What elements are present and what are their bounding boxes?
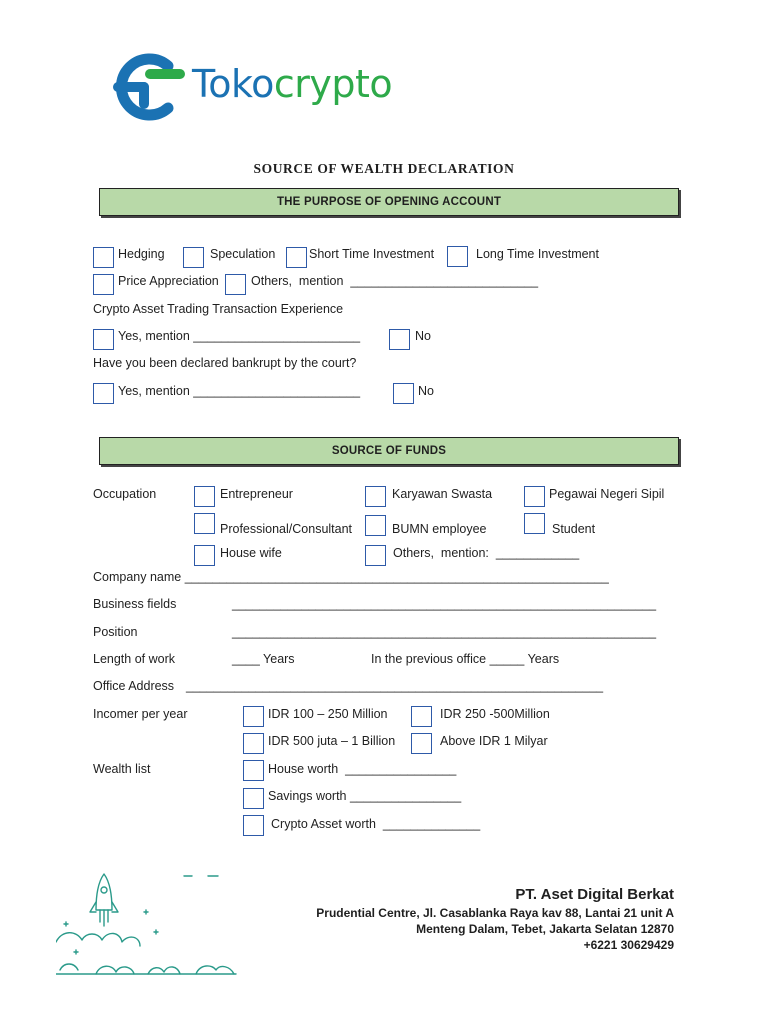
label-bankrupt-no: No <box>418 384 434 398</box>
label-price-appreciation: Price Appreciation <box>118 274 219 288</box>
label-short-time-investment: Short Time Investment <box>309 247 435 261</box>
label-income-100-250: IDR 100 – 250 Million <box>268 707 388 721</box>
footer-phone: +6221 30629429 <box>583 938 674 952</box>
label-others-purpose: Others, mention ___________________________ <box>251 274 539 288</box>
checkbox-long-time-investment[interactable] <box>447 246 468 267</box>
position-label: Position <box>93 625 138 639</box>
checkbox-bankrupt-yes[interactable] <box>93 383 114 404</box>
checkbox-others-occupation[interactable] <box>365 545 386 566</box>
label-income-500-1b: IDR 500 juta – 1 Billion <box>268 734 396 748</box>
logo <box>110 52 440 122</box>
footer-company-name: PT. Aset Digital Berkat <box>515 886 674 903</box>
label-experience-no: No <box>415 329 431 343</box>
label-income-above-1: Above IDR 1 Milyar <box>440 734 548 748</box>
label-income-250-500: IDR 250 -500Million <box>440 707 550 721</box>
business-fields-label: Business fields <box>93 597 177 611</box>
company-name-field[interactable]: Company name _____________________________________________________________ <box>93 570 609 584</box>
label-experience-yes: Yes, mention ________________________ <box>118 329 361 343</box>
label-karyawan-swasta: Karyawan Swasta <box>392 487 493 501</box>
label-speculation: Speculation <box>210 247 276 261</box>
wealth-list-label: Wealth list <box>93 762 151 776</box>
income-label: Incomer per year <box>93 707 188 721</box>
checkbox-experience-yes[interactable] <box>93 329 114 350</box>
checkbox-income-100-250[interactable] <box>243 706 264 727</box>
checkbox-entrepreneur[interactable] <box>194 486 215 507</box>
label-savings-worth: Savings worth ________________ <box>268 789 462 803</box>
label-bankrupt-yes: Yes, mention ________________________ <box>118 384 361 398</box>
section-heading-purpose: THE PURPOSE OF OPENING ACCOUNT <box>99 188 679 216</box>
checkbox-crypto-asset-worth[interactable] <box>243 815 264 836</box>
office-address-line[interactable]: ____________________________________________________________ <box>186 679 604 693</box>
length-of-work-label: Length of work <box>93 652 175 666</box>
label-others-occupation: Others, mention: ____________ <box>393 546 580 560</box>
label-bumn: BUMN employee <box>392 522 487 536</box>
checkbox-bankrupt-no[interactable] <box>393 383 414 404</box>
checkbox-speculation[interactable] <box>183 247 204 268</box>
checkbox-price-appreciation[interactable] <box>93 274 114 295</box>
label-entrepreneur: Entrepreneur <box>220 487 293 501</box>
checkbox-professional[interactable] <box>194 513 215 534</box>
label-pegawai-negeri-sipil: Pegawai Negeri Sipil <box>549 487 665 501</box>
office-address-label: Office Address <box>93 679 175 693</box>
checkbox-hedging[interactable] <box>93 247 114 268</box>
occupation-label: Occupation <box>93 487 157 501</box>
checkbox-income-above-1[interactable] <box>411 733 432 754</box>
bankrupt-question: Have you been declared bankrupt by the court? <box>93 356 357 370</box>
label-house-worth: House worth ________________ <box>268 762 457 776</box>
checkbox-student[interactable] <box>524 513 545 534</box>
previous-office-years[interactable]: In the previous office _____ Years <box>371 652 560 666</box>
checkbox-karyawan-swasta[interactable] <box>365 486 386 507</box>
checkbox-housewife[interactable] <box>194 545 215 566</box>
checkbox-pegawai-negeri-sipil[interactable] <box>524 486 545 507</box>
footer-address-line2: Menteng Dalam, Tebet, Jakarta Selatan 12870 <box>416 922 674 936</box>
logo-text-toko: Toko <box>192 62 274 106</box>
checkbox-bumn[interactable] <box>365 515 386 536</box>
label-housewife: House wife <box>220 546 282 560</box>
page-title: SOURCE OF WEALTH DECLARATION <box>253 161 515 176</box>
label-crypto-asset-worth: Crypto Asset worth ______________ <box>271 817 481 831</box>
logo-wordmark <box>192 62 392 106</box>
logo-text-crypto: crypto <box>273 62 393 106</box>
label-hedging: Hedging <box>118 247 165 261</box>
label-long-time-investment: Long Time Investment <box>476 247 599 261</box>
checkbox-short-time-investment[interactable] <box>286 247 307 268</box>
rocket-launch-illustration <box>56 870 246 978</box>
label-professional: Professional/Consultant <box>220 522 353 536</box>
footer-address-line1: Prudential Centre, Jl. Casablanka Raya kav 88, Lantai 21 unit A <box>316 906 674 920</box>
section-heading-funds: SOURCE OF FUNDS <box>99 437 679 465</box>
checkbox-savings-worth[interactable] <box>243 788 264 809</box>
length-of-work-years[interactable]: ____ Years <box>232 652 295 666</box>
checkbox-house-worth[interactable] <box>243 760 264 781</box>
checkbox-others-purpose[interactable] <box>225 274 246 295</box>
experience-question: Crypto Asset Trading Transaction Experience <box>93 302 344 316</box>
checkbox-experience-no[interactable] <box>389 329 410 350</box>
position-line[interactable]: _____________________________________________________________ <box>232 625 657 639</box>
business-fields-line[interactable]: _____________________________________________________________ <box>232 597 657 611</box>
checkbox-income-500-1b[interactable] <box>243 733 264 754</box>
checkbox-income-250-500[interactable] <box>411 706 432 727</box>
label-student: Student <box>552 522 596 536</box>
tokocrypto-logo-icon <box>110 52 188 122</box>
